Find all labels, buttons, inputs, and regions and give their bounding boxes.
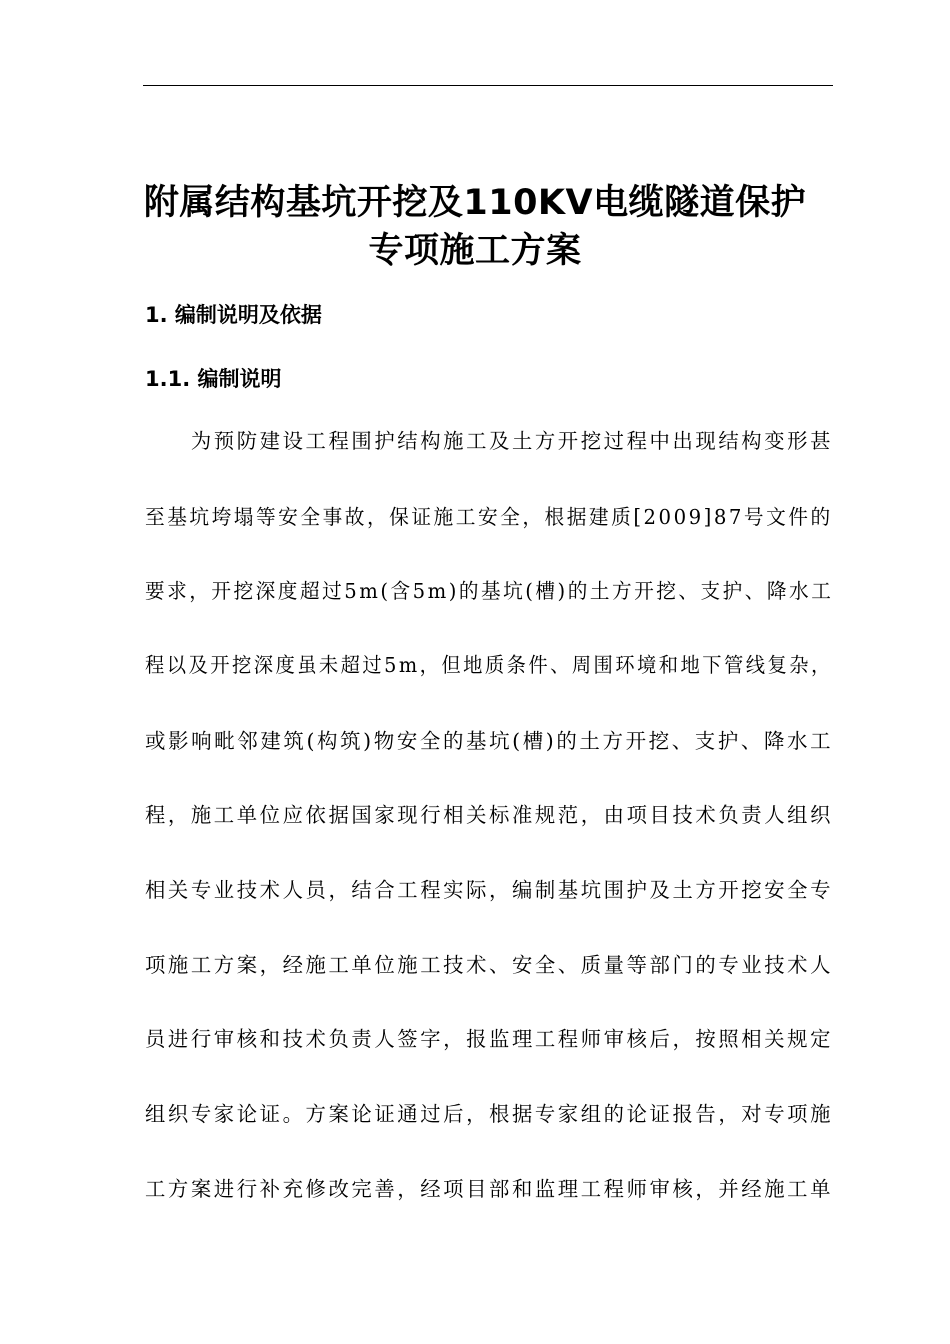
paragraph-line: 程，施工单位应依据国家现行相关标准规范，由项目技术负责人组织 [145,803,834,827]
paragraph-line: 项施工方案，经施工单位施工技术、安全、质量等部门的专业技术人 [145,953,834,977]
paragraph-line: 为预防建设工程围护结构施工及土方开挖过程中出现结构变形甚 [145,429,834,453]
document-title-line-2: 专项施工方案 [368,231,582,271]
section-heading-1-1: 1.1. 编制说明 [145,367,282,391]
header-rule [143,85,833,86]
paragraph-line: 程以及开挖深度虽未超过5m，但地质条件、周围环境和地下管线复杂， [145,653,833,677]
section-heading-1: 1. 编制说明及依据 [145,303,322,327]
paragraph-line: 相关专业技术人员，结合工程实际，编制基坑围护及土方开挖安全专 [145,878,834,902]
paragraph-line: 或影响毗邻建筑(构筑)物安全的基坑(槽)的土方开挖、支护、降水工 [145,729,834,753]
paragraph-line: 要求，开挖深度超过5m(含5m)的基坑(槽)的土方开挖、支护、降水工 [145,579,834,603]
paragraph-line: 组织专家论证。方案论证通过后，根据专家组的论证报告，对专项施 [145,1102,834,1126]
document-title-line-1: 附属结构基坑开挖及110KV电缆隧道保护 [143,183,807,223]
paragraph-line: 员进行审核和技术负责人签字，报监理工程师审核后，按照相关规定 [145,1027,834,1051]
paragraph-line: 至基坑垮塌等安全事故，保证施工安全，根据建质[2009]87号文件的 [145,505,833,529]
paragraph-line: 工方案进行补充修改完善，经项目部和监理工程师审核，并经施工单 [145,1177,834,1201]
